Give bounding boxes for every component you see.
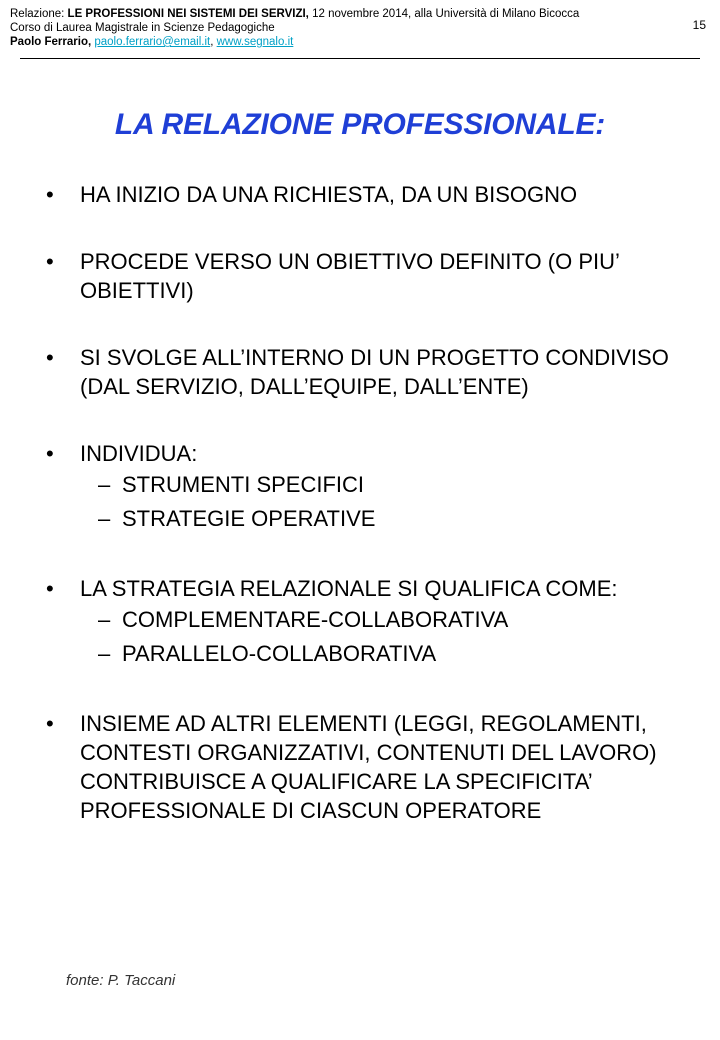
bullet-item: [46, 439, 686, 536]
bullet-dot: •: [46, 711, 54, 736]
header-line-2: Corso di Laurea Magistrale in Scienze Pedagogiche: [10, 22, 275, 34]
header-line-1: [10, 7, 610, 21]
author-name: Paolo Ferrario,: [10, 36, 92, 48]
dash-marker: –: [98, 607, 111, 632]
bullet-text: PROCEDE VERSO UN OBIETTIVO DEFINITO (O PIU’ OBIETTIVI): [80, 249, 620, 303]
dash-marker: –: [98, 472, 111, 497]
dash-marker: –: [98, 506, 111, 531]
sub-list: [80, 603, 686, 671]
bullet-dot: •: [46, 345, 54, 370]
bullet-list: [46, 180, 686, 825]
bullet-text: INDIVIDUA:: [80, 441, 198, 466]
source-note: fonte: P. Taccani: [66, 972, 176, 989]
bullet-item: [46, 343, 686, 401]
bullet-text: INSIEME AD ALTRI ELEMENTI (LEGGI, REGOLAMENTI, CONTESTI ORGANIZZATIVI, CONTENUTI DEL LAVORO) CONTRIBUISCE A QUALIFICARE LA SPECIFICITA’ PROFESSIONALE DI CIASCUN OPERATORE: [80, 711, 657, 823]
slide-title: LA RELAZIONE PROFESSIONALE:: [114, 108, 606, 141]
bullet-item: [46, 709, 686, 825]
sub-list: [80, 468, 686, 536]
sub-item-text: COMPLEMENTARE-COLLABORATIVA: [122, 607, 509, 632]
bullet-dot: •: [46, 576, 54, 601]
link-separator: ,: [210, 36, 217, 48]
sub-item: [98, 637, 686, 671]
bullet-dot: •: [46, 249, 54, 274]
bullet-item: [46, 180, 686, 209]
dash-marker: –: [98, 641, 111, 666]
bullet-text: LA STRATEGIA RELAZIONALE SI QUALIFICA COME:: [80, 576, 618, 601]
bullet-text: SI SVOLGE ALL’INTERNO DI UN PROGETTO CONDIVISO (DAL SERVIZIO, DALL’EQUIPE, DALL’ENTE): [80, 345, 669, 399]
email-link[interactable]: paolo.ferrario@email.it: [94, 36, 211, 48]
header-prefix: Relazione:: [10, 8, 68, 20]
sub-item-text: STRUMENTI SPECIFICI: [122, 472, 365, 497]
bullet-item: [46, 247, 686, 305]
sub-item: [98, 603, 686, 637]
header-line-3: [10, 35, 610, 49]
bullet-dot: •: [46, 441, 54, 466]
website-link[interactable]: www.segnalo.it: [216, 36, 294, 48]
page-header: [10, 7, 610, 49]
sub-item-text: PARALLELO-COLLABORATIVA: [122, 641, 437, 666]
page-number: 15: [692, 18, 706, 32]
bullet-text: HA INIZIO DA UNA RICHIESTA, DA UN BISOGNO: [80, 182, 578, 207]
header-divider: [20, 58, 700, 59]
bullet-item: [46, 574, 686, 671]
bullet-dot: •: [46, 182, 54, 207]
header-date-place: 12 novembre 2014, alla Università di Milano Bicocca: [308, 8, 580, 20]
conference-title: LE PROFESSIONI NEI SISTEMI DEI SERVIZI,: [67, 8, 309, 20]
sub-item: [98, 502, 686, 536]
sub-item: [98, 468, 686, 502]
sub-item-text: STRATEGIE OPERATIVE: [122, 506, 376, 531]
